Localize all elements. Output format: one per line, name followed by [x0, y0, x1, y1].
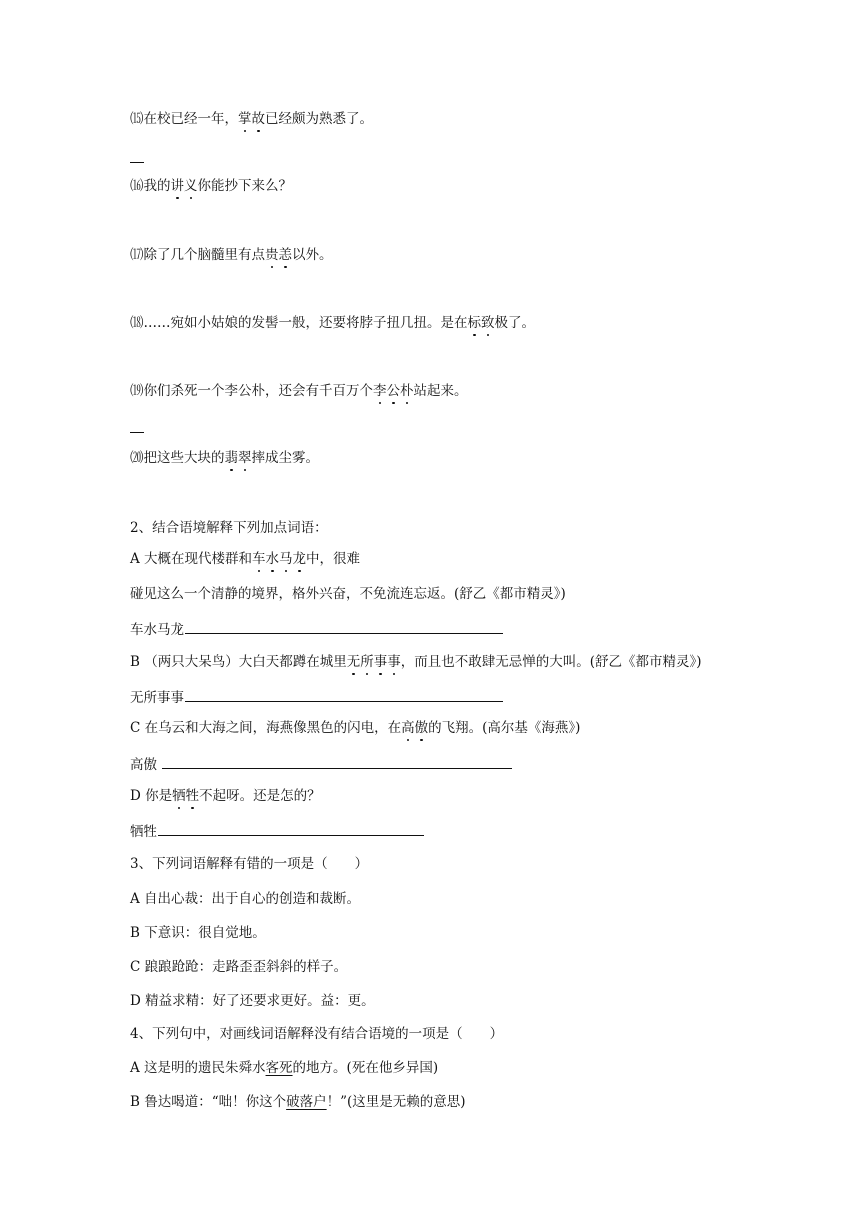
question-20 — [130, 448, 319, 468]
sec2-c-post: 的飞翔。(高尔基《海燕》) — [428, 720, 581, 736]
dotted-char: 讲 — [170, 178, 184, 194]
q15-text-post: 已经颇为熟悉了。 — [265, 111, 373, 127]
question-16 — [130, 176, 292, 196]
section-3-option-a: A 自出心裁：出于自心的创造和裁断。 — [130, 891, 361, 907]
sec4-a-underlined-word: 客死 — [265, 1060, 293, 1076]
section-2-answer-d — [130, 820, 424, 842]
answer-dash — [130, 432, 144, 433]
sec4-a-post: 的地方。(死在他乡异国) — [292, 1060, 439, 1076]
dotted-char: 翡 — [224, 450, 238, 466]
section-2-answer-c — [130, 753, 512, 775]
q16-dotted-word — [171, 178, 198, 194]
dotted-char: 所 — [360, 654, 374, 670]
q17-text-post: 以外。 — [292, 247, 333, 263]
sec2-b-pre: B （两只大呆鸟）大白天都蹲在城里 — [130, 654, 347, 670]
q18-text-post: 极了。 — [494, 315, 535, 331]
answer-dash — [130, 162, 144, 163]
dotted-char: 故 — [251, 111, 265, 127]
section-4-option-b — [130, 1092, 466, 1112]
answer-label: 高傲 — [130, 757, 157, 773]
dotted-char: 龙 — [292, 551, 307, 567]
q19-dotted-word — [373, 383, 414, 399]
answer-label: 无所事事 — [130, 690, 184, 706]
sec4-b-underlined-word: 破落户 — [286, 1094, 327, 1110]
sec2-a-post: 中，很难 — [306, 551, 361, 567]
q20-text-pre: ⒇把这些大块的 — [130, 450, 225, 466]
section-2-answer-a — [130, 618, 503, 640]
q15-text-pre: ⒂在校已经一年， — [130, 111, 238, 127]
q15-dotted-word — [238, 111, 265, 127]
dotted-char: 恙 — [278, 247, 292, 263]
answer-blank[interactable] — [162, 753, 512, 769]
dotted-char: 事 — [387, 654, 401, 670]
question-19 — [130, 381, 468, 401]
dotted-char: 牺 — [172, 788, 186, 804]
q19-text-post: 站起来。 — [413, 383, 468, 399]
dotted-char: 李 — [373, 383, 387, 399]
dotted-char: 牲 — [185, 788, 200, 804]
question-18 — [130, 313, 535, 333]
question-17 — [130, 245, 333, 265]
dotted-char: 公 — [386, 383, 400, 399]
q18-dotted-word — [468, 315, 495, 331]
dotted-char: 掌 — [238, 111, 252, 127]
q18-text-pre: ⒅……宛如小姑娘的发髻一般，还要将脖子扭几扭。是在 — [130, 315, 468, 331]
dotted-char: 贵 — [265, 247, 279, 263]
sec4-b-post: ！”(这里是无赖的意思) — [326, 1094, 466, 1110]
section-2-title: 2、结合语境解释下列加点词语： — [130, 520, 328, 536]
sec4-b-pre: B 鲁达喝道：“咄！你这个 — [130, 1094, 287, 1110]
dotted-char: 傲 — [414, 720, 429, 736]
sec2-a-pre: A 大概在现代楼群和 — [130, 551, 253, 567]
section-4-option-a — [130, 1058, 438, 1078]
question-15 — [130, 109, 373, 129]
sec2-a-dotted-word — [252, 551, 306, 567]
section-4-title: 4、下列句中，对画线词语解释没有结合语境的一项是（ ） — [130, 1026, 504, 1042]
section-3-option-b: B 下意识：很自觉地。 — [130, 925, 266, 941]
q17-dotted-word — [265, 247, 292, 263]
sec2-c-pre: C 在乌云和大海之间，海燕像黑色的闪电，在 — [130, 720, 402, 736]
dotted-char: 事 — [373, 654, 388, 670]
sec2-b-dotted-word — [347, 654, 401, 670]
q20-text-post: 摔成尘雾。 — [251, 450, 319, 466]
section-2-item-c — [130, 718, 580, 738]
section-2-item-a-continued: 碰见这么一个清静的境界，格外兴奋，不免流连忘返。(舒乙《都市精灵》) — [130, 586, 566, 602]
section-2-item-a — [130, 549, 360, 569]
section-3-option-d: D 精益求精：好了还要求更好。益：更。 — [130, 993, 375, 1009]
section-2-item-d — [130, 786, 321, 806]
sec2-d-post: 不起呀。还是怎的？ — [199, 788, 321, 804]
sec2-d-dotted-word — [172, 788, 199, 804]
answer-label: 车水马龙 — [130, 622, 184, 638]
q16-text-pre: ⒃我的 — [130, 178, 171, 194]
dotted-char: 致 — [481, 315, 495, 331]
dotted-char: 水 — [265, 551, 280, 567]
answer-label: 牺牲 — [130, 824, 157, 840]
section-3-title: 3、下列词语解释有错的一项是（ ） — [130, 856, 369, 872]
sec2-b-post: ，而且也不敢肆无忌惮的大叫。(舒乙《都市精灵》) — [400, 654, 702, 670]
dotted-char: 翠 — [238, 450, 252, 466]
dotted-char: 朴 — [400, 383, 414, 399]
q16-text-post: 你能抄下来么？ — [197, 178, 292, 194]
dotted-char: 车 — [252, 551, 266, 567]
answer-blank[interactable] — [185, 686, 503, 702]
dotted-char: 标 — [467, 315, 481, 331]
sec4-a-pre: A 这是明的遗民朱舜水 — [130, 1060, 266, 1076]
section-2-answer-b — [130, 686, 503, 708]
section-3-option-c: C 踉踉跄跄：走路歪歪斜斜的样子。 — [130, 959, 348, 975]
dotted-char: 无 — [346, 654, 361, 670]
sec2-d-pre: D 你是 — [130, 788, 173, 804]
answer-blank[interactable] — [158, 820, 424, 836]
q19-text-pre: ⒆你们杀死一个李公朴，还会有千百万个 — [130, 383, 373, 399]
dotted-char: 高 — [401, 720, 415, 736]
dotted-char: 马 — [279, 551, 293, 567]
q17-text-pre: ⒄除了几个脑髓里有点 — [130, 247, 265, 263]
section-2-item-b — [130, 652, 702, 672]
q20-dotted-word — [225, 450, 252, 466]
answer-blank[interactable] — [185, 618, 503, 634]
sec2-c-dotted-word — [401, 720, 428, 736]
dotted-char: 义 — [184, 178, 198, 194]
